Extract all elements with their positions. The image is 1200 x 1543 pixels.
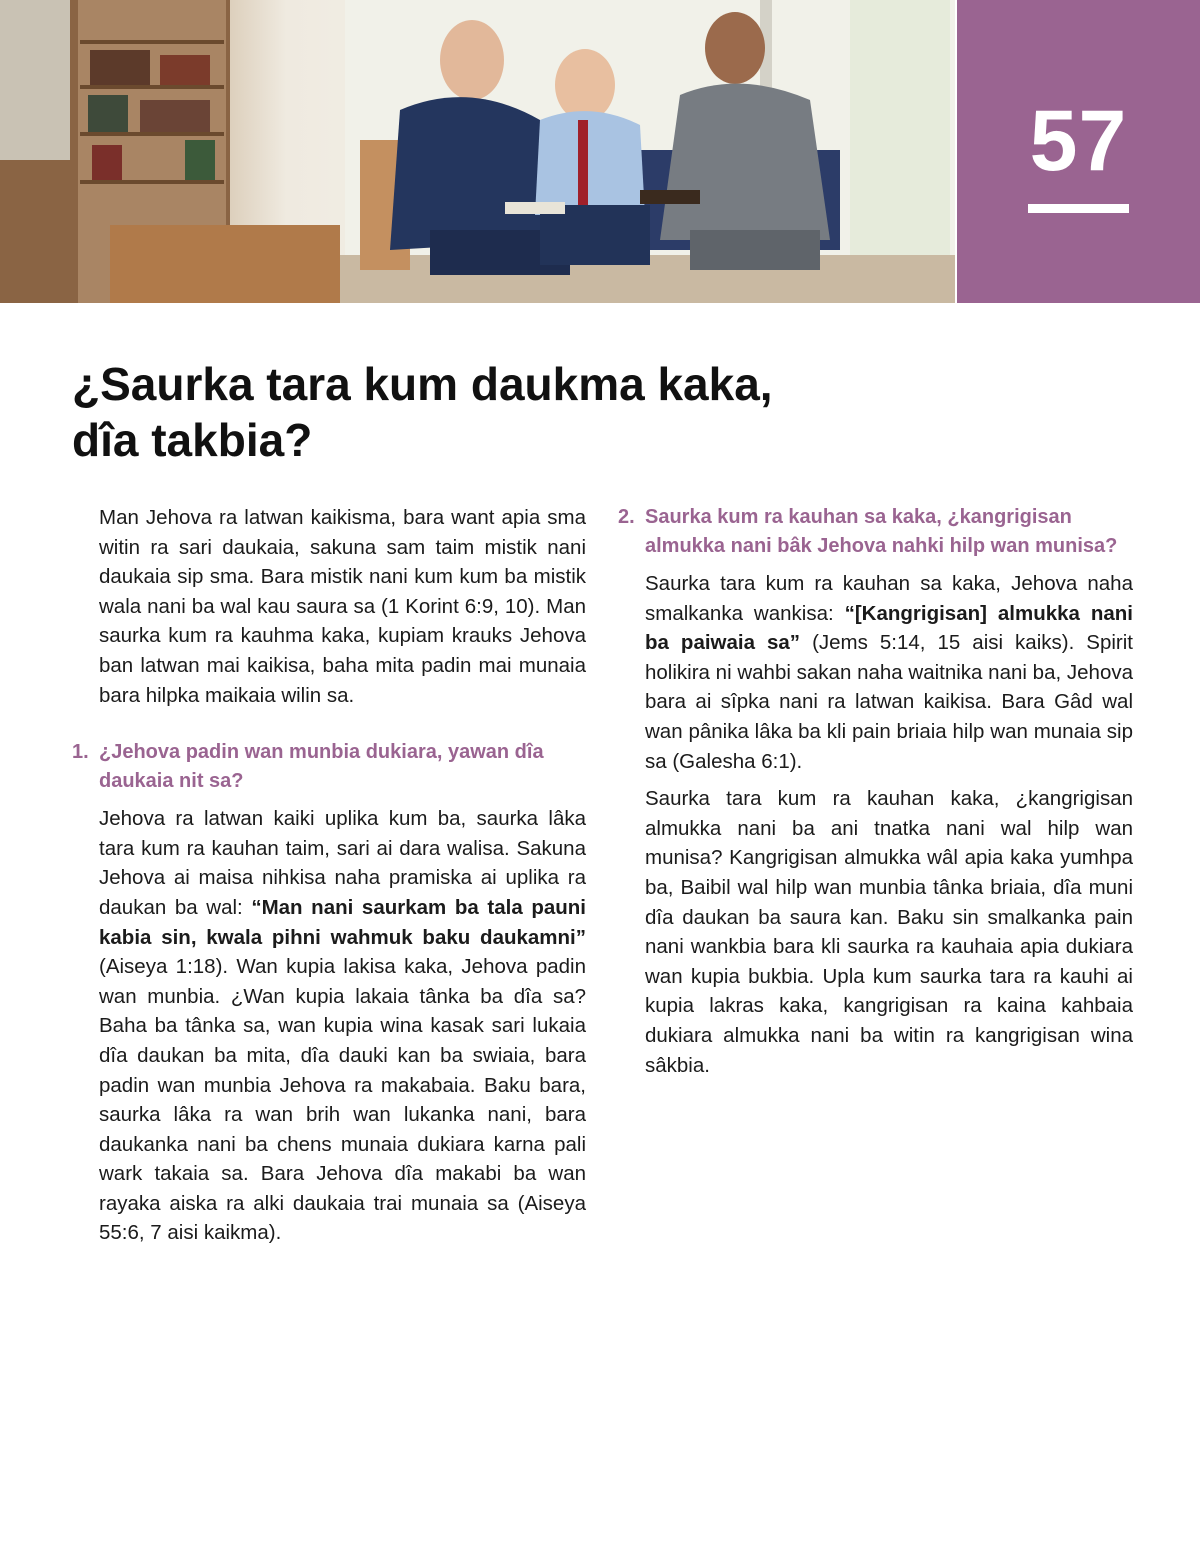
section-1-text-before: Jehova ra latwan kaiki uplika kum ba, saurka lâka tara kum ra kauhan taim, sari ai dara walisa. Sakuna Jehova ai maisa nihkisa naha pramiska ai uplika ra daukan ba wal: (99, 807, 586, 919)
lesson-number: 57 (1029, 93, 1128, 189)
lesson-number-block (957, 0, 1200, 303)
title-line-2: dîa takbia? (72, 414, 313, 466)
intro-paragraph: Man Jehova ra latwan kaikisma, bara want apia sma witin ra sari daukaia, sakuna sam taim mistik nani daukaia sip sma. Bara mistik nani kum kum ba mistik wala nani ba wal kau saura sa (1 Korint 6:9, 10). Man saurka kum ra kauhma kaka, kupiam krauks Jehova ban latwan mai kaikisa, baha mita padin mai munaia bara hilpka maikaia wilin sa. (99, 506, 586, 707)
title-line-1: ¿Saurka tara kum daukma kaka, (72, 358, 773, 410)
section-2-number: 2. (618, 506, 635, 528)
section-2-paragraph-2: Saurka tara kum ra kauhan kaka, ¿kangrigisan almukka nani ba ani tnatka nani wal hilp wan munisa? Kangrigisan almukka wâl apia kaka yumhpa ba, Baibil wal hilp wan munbia tânka briaia, dîa muni dîa daukan ba saura kan. Baku sin smalkanka pain nani wankbia bara kli saurka ra kauhaia apia dukiara wan kupia bukbia. Upla kum saurka tara ra kauhi ai kupia lakras kaka, kangrigisan ra kaina kahbaia dukiara almukka nani ba witin ra kangrigisan wina sâkbia. (645, 787, 1133, 1077)
section-1-paragraph (72, 804, 586, 1248)
section-2-scripture-quote: “[Kangrigisan] almukka nani ba paiwaia sa” (645, 601, 1133, 655)
section-1-text-after: (Aiseya 1:18). Wan kupia lakisa kaka, Jehova padin wan munbia. ¿Wan kupia lakaia tânka ba dîa sa? Baha ba tânka sa, wan kupia wina kasak sari lukaia dîa daukan ba mita, dîa dauki kan ba swiaia, bara padin wan munbia Jehova ra makabaia. Baku bara, saurka lâka ra wan brih wan lukanka nani, bara daukanka nani ba chens munaia dukiara karna pali wark takaia sa. Bara Jehova dîa makabi ba wan rayaka aiska ra alki daukaia trai munaia sa (Aiseya 55:6, 7 aisi kaikma). (99, 955, 586, 1245)
header-photo (0, 0, 955, 303)
left-column (72, 503, 586, 1256)
section-2-text-after: (Jems 5:14, 15 aisi kaiks). Spirit holikira ni wahbi sakan naha waitnika nani ba, Jehova bara ai sîpka nani ra latwan kaikisa. Bara Gâd wal wan pânika lâka ba kli pain briaia hilp wan munaia sip sa (Galesha 6:1). (645, 631, 1133, 773)
banner (0, 0, 1200, 303)
section-1-question (72, 738, 586, 796)
section-1-number: 1. (72, 741, 89, 764)
section-1-scripture-quote: “Man nani saurkam ba tala pauni kabia sin, kwala pihni wahmuk baku daukamni” (99, 895, 586, 949)
section-2-question (618, 503, 1133, 561)
section-2-question-text: Saurka kum ra kauhan sa kaka, ¿kangrigisan almukka nani bâk Jehova nahki hilp wan munisa? (645, 506, 1118, 557)
section-2-paragraph-1 (618, 569, 1133, 776)
photo-three-men-talking-icon (0, 0, 955, 303)
lesson-number-underline (1028, 204, 1129, 213)
page-title (72, 356, 1072, 468)
section-2-text-before: Saurka tara kum ra kauhan sa kaka, Jehova naha smalkanka wankisa: (645, 572, 1133, 625)
right-column (618, 503, 1133, 1088)
section-1-question-text: ¿Jehova padin wan munbia dukiara, yawan dîa daukaia nit sa? (99, 741, 544, 793)
